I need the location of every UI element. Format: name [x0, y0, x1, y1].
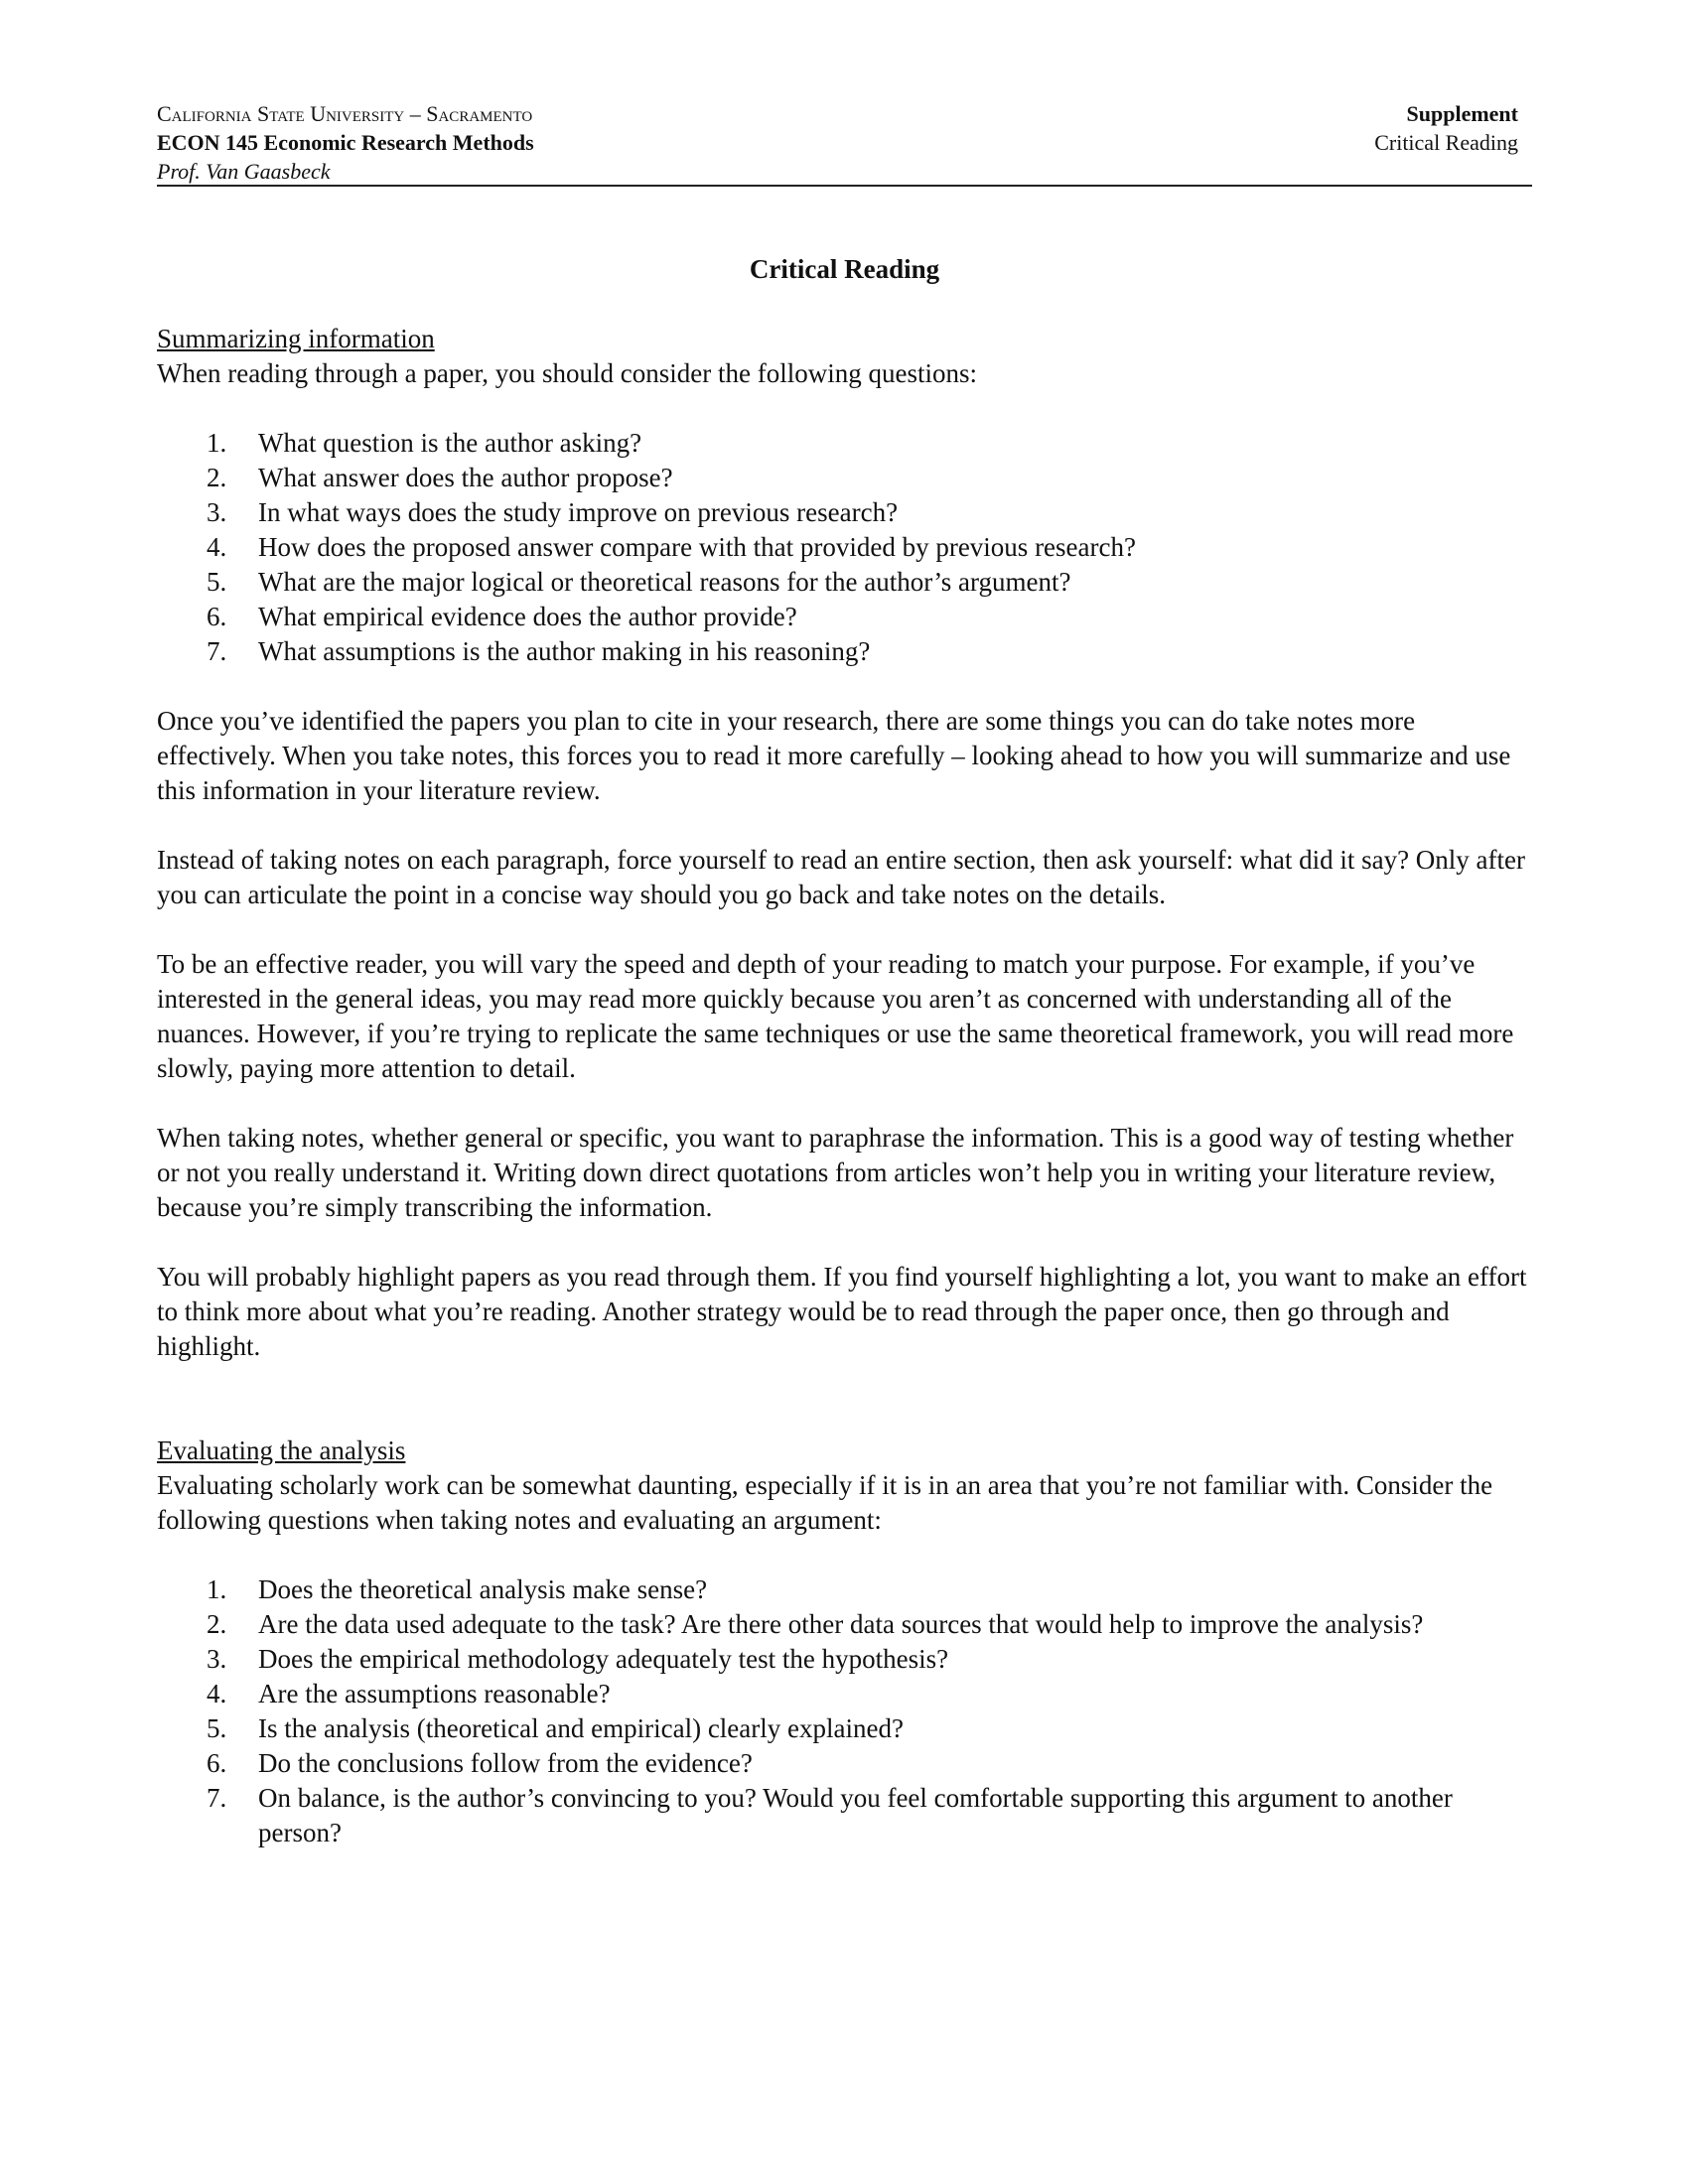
list-number: 7. [207, 1783, 227, 1813]
page-header [157, 95, 1532, 187]
list-number: 1. [207, 1574, 227, 1604]
list-number: 4. [207, 532, 227, 562]
page-title: Critical Reading [749, 254, 940, 284]
course-name: ECON 145 Economic Research Methods [157, 130, 534, 155]
list-item-text: How does the proposed answer compare with that provided by previous research? [258, 532, 1136, 562]
list-number: 2. [207, 1609, 227, 1639]
supplement-label: Supplement [1406, 101, 1518, 126]
university-name: California State University – Sacramento [157, 101, 533, 126]
list-number: 4. [207, 1679, 227, 1708]
list-number: 2. [207, 463, 227, 492]
list-number: 5. [207, 567, 227, 597]
paragraph: Once you’ve identified the papers you plan to cite in your research, there are some things you can do take notes more effectively. When you take notes, this forces you to read it more carefully – looking ahead to how you will summarize and use this information in your literature review. [157, 706, 1511, 805]
list-number: 1. [207, 428, 227, 458]
list-item [157, 1746, 1532, 1781]
section-spacer [157, 1399, 1532, 1433]
list-item [157, 600, 1532, 634]
list-item [157, 1711, 1532, 1746]
header-right [1374, 99, 1518, 157]
list-item [157, 1642, 1532, 1677]
list-number: 5. [207, 1713, 227, 1743]
question-list-summarizing [157, 426, 1532, 669]
list-number: 7. [207, 636, 227, 666]
document-body [157, 322, 1532, 1885]
paragraph: Instead of taking notes on each paragraph, force yourself to read an entire section, then ask yourself: what did it say? Only after you can articulate the point in a concise way should you go back and take notes on the details. [157, 845, 1526, 909]
professor-name: Prof. Van Gaasbeck [157, 159, 331, 184]
list-item [157, 1781, 1532, 1850]
list-item-text: On balance, is the author’s convincing to you? Would you feel comfortable supporting this argument to another person? [258, 1783, 1453, 1847]
paragraph: When taking notes, whether general or specific, you want to paraphrase the information. This is a good way of testing whether or not you really understand it. Writing down direct quotations from articles won’t help you in writing your literature review, because you’re simply transcribing the information. [157, 1123, 1514, 1222]
list-item [157, 1572, 1532, 1607]
list-item [157, 495, 1532, 530]
section-intro: Evaluating scholarly work can be somewhat daunting, especially if it is in an area that you’re not familiar with. Consider the following questions when taking notes and evaluating an argument: [157, 1470, 1493, 1535]
header-left [157, 99, 534, 186]
supplement-topic: Critical Reading [1374, 130, 1518, 155]
section-intro: When reading through a paper, you should consider the following questions: [157, 358, 977, 388]
list-item [157, 1677, 1532, 1711]
paragraph: To be an effective reader, you will vary the speed and depth of your reading to match your purpose. For example, if you’ve interested in the general ideas, you may read more quickly because you aren’t as concerned with understanding all of the nuances. However, if you’re trying to replicate the same techniques or use the same theoretical framework, you will read more slowly, paying more attention to detail. [157, 949, 1514, 1083]
list-number: 3. [207, 1644, 227, 1674]
list-item-text: What are the major logical or theoretical reasons for the author’s argument? [258, 567, 1071, 597]
list-item [157, 1607, 1532, 1642]
document-page [157, 95, 1532, 1847]
list-number: 3. [207, 497, 227, 527]
section-heading-summarizing: Summarizing information [157, 324, 435, 353]
list-number: 6. [207, 1748, 227, 1778]
paragraph: You will probably highlight papers as you read through them. If you find yourself highlighting a lot, you want to make an effort to think more about what you’re reading. Another strategy would be to read through the paper once, then go through and highlight. [157, 1262, 1527, 1361]
list-item-text: Are the assumptions reasonable? [258, 1679, 611, 1708]
section-heading-evaluating: Evaluating the analysis [157, 1435, 406, 1465]
list-item [157, 461, 1532, 495]
list-item [157, 530, 1532, 565]
list-item-text: What empirical evidence does the author provide? [258, 602, 797, 631]
list-item-text: What question is the author asking? [258, 428, 642, 458]
list-item-text: Does the empirical methodology adequately test the hypothesis? [258, 1644, 949, 1674]
list-item-text: In what ways does the study improve on previous research? [258, 497, 899, 527]
list-item-text: What answer does the author propose? [258, 463, 673, 492]
list-number: 6. [207, 602, 227, 631]
list-item-text: Is the analysis (theoretical and empirical) clearly explained? [258, 1713, 904, 1743]
list-item-text: What assumptions is the author making in his reasoning? [258, 636, 871, 666]
list-item-text: Do the conclusions follow from the evidence? [258, 1748, 753, 1778]
question-list-evaluating [157, 1572, 1532, 1850]
list-item-text: Does the theoretical analysis make sense? [258, 1574, 708, 1604]
list-item [157, 565, 1532, 600]
list-item [157, 634, 1532, 669]
list-item-text: Are the data used adequate to the task? Are there other data sources that would help to improve the analysis? [258, 1609, 1424, 1639]
list-item [157, 426, 1532, 461]
